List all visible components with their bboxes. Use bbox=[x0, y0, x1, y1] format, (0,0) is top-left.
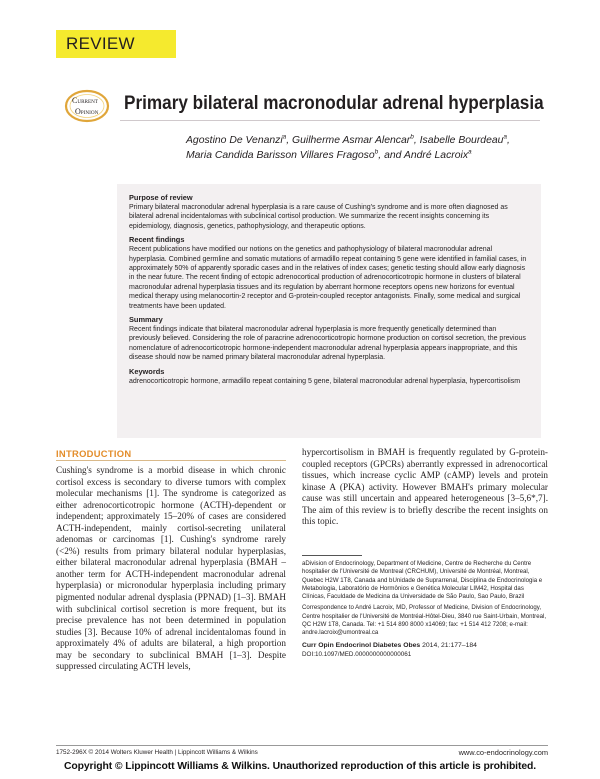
summary-heading: Summary bbox=[129, 315, 163, 325]
abstract-findings bbox=[129, 235, 529, 311]
doi: DOI:10.1097/MED.0000000000000061 bbox=[302, 650, 412, 658]
introduction-text-right: hypercortisolism in BMAH is frequently regulated by G-protein- coupled receptors (GPCRs) aberrantly expressed in adrenocortical tissues, which increase cyclic AMP (cAMP) levels and protein kinase A (PKA) activity. However BMAH's primary molecular cause was still uncertain and appeared heterogeneous [3–5,6*,7]. The aim of this review is to briefly describe the recent insights on this topic. bbox=[302, 447, 548, 527]
abstract-summary bbox=[129, 315, 529, 363]
journal-citation-line bbox=[302, 641, 548, 650]
section-label: REVIEW bbox=[66, 34, 135, 53]
section-band bbox=[56, 30, 176, 58]
footer-rule bbox=[56, 745, 548, 746]
author-list bbox=[186, 134, 566, 163]
summary-text: Recent findings indicate that bilateral macronodular adrenal hyperplasia is more frequently genetically determined than previously believed. Considering the role of paracrine adrenocorticotropic hormone production on cortisol secretion, the previous nomenclature of adrenocorticotropic hormone-independent macronodular adrenal hyperplasia appears inappropriate, and this disease should now be named primary bilateral macronodular adrenal hyperplasia. bbox=[129, 326, 526, 362]
affiliations: aDivision of Endocrinology, Department of Medicine, Centre de Recherche du Centre hospitalier de l'Université de Montreal (CRCHUM), Université de Montréal, Montreal, Quebec H2W 1T8, Canada and bUnidade de Suprarrenal, Disciplina de Endocrinologia e Metabologia, Laboratório de Hormônios e Genética Molecular LIM42, Hospital das Clínicas, Faculdade de Medicina da Universidade de São Paulo, Sao Paulo, Brazil bbox=[302, 560, 543, 601]
footnotes bbox=[302, 560, 548, 659]
copyright-notice: Copyright © Lippincott Williams & Wilkins. Unauthorized reproduction of this article is prohibited. bbox=[63, 761, 537, 772]
author-line-2: Maria Candida Barisson Villares Fragoso$^b$, and André Lacroix$^a$ bbox=[186, 148, 472, 161]
right-column bbox=[302, 447, 548, 528]
findings-text: Recent publications have modified our notions on the genetics and pathophysiology of bilateral macronodular adrenal hyperplasia. Combined germline and somatic mutations of armadillo repeat containing 5 gene were identified in familial cases, in approximately 50% of apparently sporadic cases and in the relatives of index cases; genetic testing should allow early diagnosis in the near future. The recent finding of ectopic adrenocortical production of adrenocorticotropic hormone in clusters of bilateral macronodular adrenal hyperplasia tissues and its regulation by aberrant hormone receptors opens new horizons for eventual medical therapy using melanocortin-2 receptor and G-protein-coupled receptor antagonists. Finally, some medical and surgical treatments have been updated. bbox=[129, 246, 527, 310]
correspondence: Correspondence to André Lacroix, MD, Professor of Medicine, Division of Endocrinology, Centre hospitalier de l'Université de Montréal-Hôtel-Dieu, 3840 rue Saint-Urbain, Montreal, QC H2W 1T8, Canada. Tel: +1 514 890 8000 x14069; fax: +1 514 412 7208; e-mail: andre.lacroix@umontreal.ca bbox=[302, 604, 547, 637]
article-title: Primary bilateral macronodular adrenal hyperplasia bbox=[124, 92, 544, 114]
svg-text:OPINION: OPINION bbox=[75, 107, 99, 116]
abstract-box bbox=[117, 184, 541, 438]
purpose-text: Primary bilateral macronodular adrenal hyperplasia is a rare cause of Cushing's syndrome and is more often diagnosed as bilateral adrenal incidentalomas with subclinical cortisol production. We summarize the recent insights concerning its epidemiology, diagnosis, genetics, pathophysiology, and therapeutic options. bbox=[129, 204, 508, 230]
journal-name: Curr Opin Endocrinol Diabetes Obes bbox=[302, 641, 421, 649]
keywords-text: adrenocorticotropic hormone, armadillo repeat containing 5 gene, bilateral macronodular adrenal hyperplasia, hypercortisolism bbox=[129, 377, 521, 385]
svg-text:CURRENT: CURRENT bbox=[72, 96, 99, 105]
purpose-heading: Purpose of review bbox=[129, 193, 193, 202]
left-column bbox=[56, 448, 286, 673]
footnote-rule bbox=[302, 555, 362, 556]
introduction-text-left: Cushing's syndrome is a morbid disease in which chronic cortisol excess is secondary to diverse tumors with complex molecular mechanisms [1]. The syndrome is categorized as either adrenocorticotropic hormone (ACTH)-dependent or independent; approximately 15–20% of cases are considered ACTH-independent, mainly cortisol-secreting unilateral adenomas or carcinomas [1]. Cushing's syndrome rarely (<2%) results from primary bilateral nodular hyperplasias, either bilateral macronodular adrenal hyperplasia (BMAH – another term for ACTH-independent macronodular adrenal hyperplasia) or micronodular hyperplasia including primary pigmented nodular adrenal dysplasia (PPNAD) [1–3]. BMAH with subclinical cortisol secretion is more frequent, but its precise prevalence has not been determined in population studies [3]. Because 10% of adrenal incidentalomas found in approximately 4% of adults are bilateral, a high proportion may be secondary to subclinical BMAH [1–3]. Despite suppressed circulating ACTH levels, bbox=[56, 465, 286, 672]
introduction-heading: INTRODUCTION bbox=[56, 448, 286, 461]
abstract-purpose bbox=[129, 193, 529, 231]
keywords-heading: Keywords bbox=[129, 366, 165, 376]
author-line-1: Agostino De Venanzi$^a$, Guilherme Asmar Alencar$^b$, Isabelle Bourdeau$^a$, bbox=[186, 133, 510, 146]
footer-website-link[interactable]: www.co-endocrinology.com bbox=[458, 748, 548, 757]
footer-issn: 1752-296X © 2014 Wolters Kluwer Health | Lippincott Williams & Wilkins bbox=[56, 749, 258, 756]
journal-citation: 2014, 21:177–184 bbox=[422, 641, 477, 649]
findings-heading: Recent findings bbox=[129, 235, 185, 245]
current-opinion-logo bbox=[64, 88, 114, 124]
title-rule bbox=[120, 120, 540, 121]
abstract-keywords bbox=[129, 367, 529, 386]
